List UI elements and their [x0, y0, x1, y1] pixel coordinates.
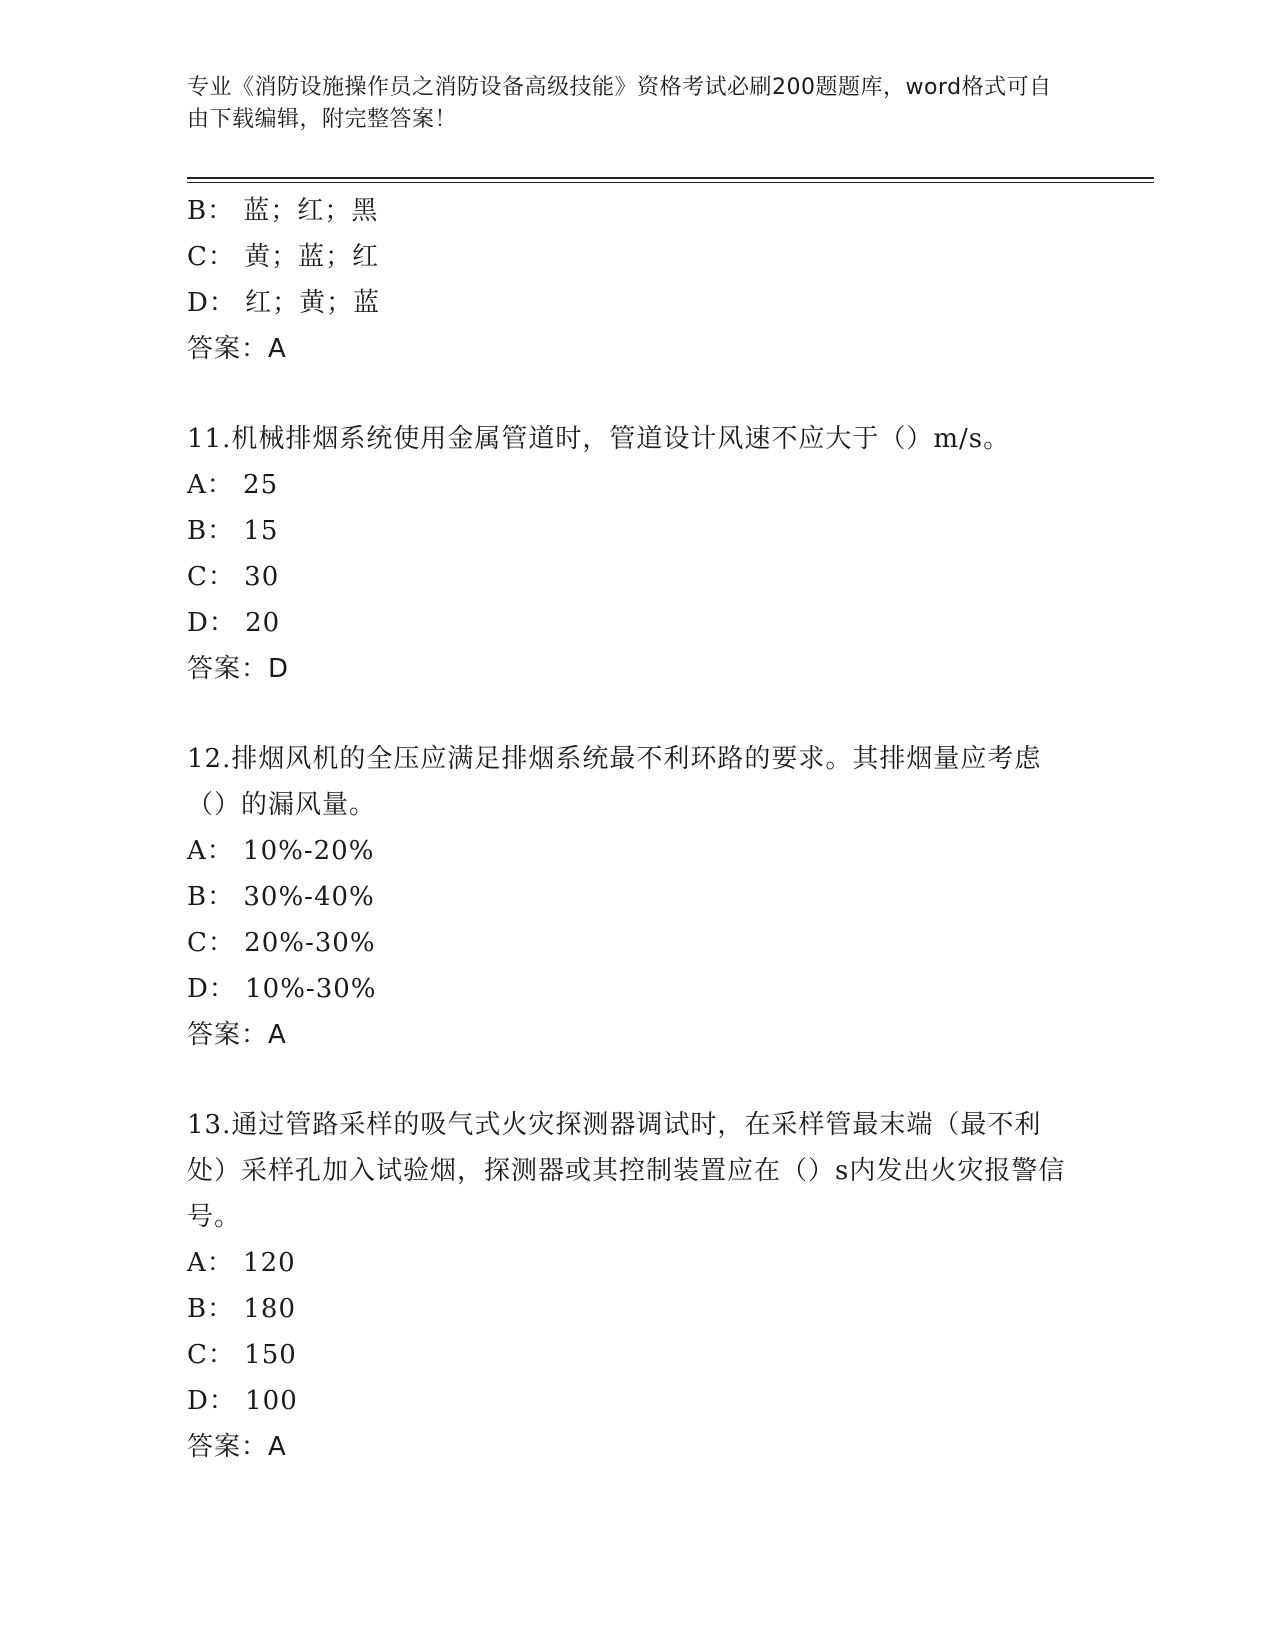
option-key: B — [187, 882, 208, 912]
option-text: 黄；蓝；红 — [244, 242, 380, 272]
option-key: D — [187, 974, 209, 1004]
question-stem: 11.机械排烟系统使用金属管道时，管道设计风速不应大于（）m/s。 — [187, 424, 1011, 454]
option-text: 120 — [243, 1248, 296, 1278]
answer-line: 答案：D — [187, 654, 290, 684]
option-key: C — [187, 1340, 208, 1370]
header-rule-thin — [187, 182, 1154, 183]
option-key: A — [187, 1248, 207, 1278]
option-text: 10%-30% — [245, 974, 377, 1004]
option-c: C： 30 — [187, 562, 280, 592]
question-content — [187, 188, 1087, 1470]
option-key: C — [187, 928, 208, 958]
option-c: C： 黄；蓝；红 — [187, 242, 380, 272]
option-text: 150 — [244, 1340, 297, 1370]
option-b: B： 15 — [187, 516, 279, 546]
answer-line: 答案：A — [187, 334, 287, 364]
option-b: B： 180 — [187, 1294, 297, 1324]
option-key: D — [187, 288, 209, 318]
option-text: 30%-40% — [243, 882, 375, 912]
question-stem: 12.排烟风机的全压应满足排烟系统最不利环路的要求。其排烟量应考虑（）的漏风量。 — [187, 744, 1042, 820]
option-key: C — [187, 242, 208, 272]
option-a: A： 25 — [187, 470, 279, 500]
option-key: A — [187, 836, 207, 866]
question-block — [187, 736, 1087, 1058]
partial-question — [187, 188, 1087, 372]
option-key: C — [187, 562, 208, 592]
answer-line: 答案：A — [187, 1020, 287, 1050]
option-c: C： 20%-30% — [187, 928, 376, 958]
page-header: 专业《消防设施操作员之消防设备高级技能》资格考试必刷200题题库，word格式可自由下载编辑，附完整答案！ — [187, 75, 1052, 132]
option-text: 20 — [245, 608, 281, 638]
option-key: D — [187, 608, 209, 638]
option-a: A： 120 — [187, 1248, 296, 1278]
option-d: D： 红；黄；蓝 — [187, 288, 381, 318]
option-b: B： 30%-40% — [187, 882, 375, 912]
option-key: A — [187, 470, 207, 500]
option-d: D： 10%-30% — [187, 974, 377, 1004]
option-a: A： 10%-20% — [187, 836, 375, 866]
option-d: D： 20 — [187, 608, 281, 638]
option-text: 30 — [244, 562, 280, 592]
header-rule — [187, 177, 1154, 179]
option-text: 100 — [245, 1386, 298, 1416]
question-stem: 13.通过管路采样的吸气式火灾探测器调试时，在采样管最末端（最不利处）采样孔加入试验烟，探测器或其控制装置应在（）s内发出火灾报警信号。 — [187, 1110, 1066, 1232]
option-text: 红；黄；蓝 — [245, 288, 381, 318]
answer-line: 答案：A — [187, 1432, 287, 1462]
question-block — [187, 1102, 1087, 1470]
option-key: D — [187, 1386, 209, 1416]
option-text: 20%-30% — [244, 928, 376, 958]
option-text: 10%-20% — [243, 836, 375, 866]
option-d: D： 100 — [187, 1386, 298, 1416]
option-c: C： 150 — [187, 1340, 297, 1370]
option-b: B： 蓝；红；黑 — [187, 196, 379, 226]
option-text: 25 — [243, 470, 279, 500]
option-text: 蓝；红；黑 — [243, 196, 379, 226]
option-text: 15 — [243, 516, 279, 546]
option-text: 180 — [243, 1294, 297, 1324]
option-key: B — [187, 1294, 208, 1324]
option-key: B — [187, 196, 208, 226]
question-block — [187, 416, 1087, 692]
option-key: B — [187, 516, 208, 546]
